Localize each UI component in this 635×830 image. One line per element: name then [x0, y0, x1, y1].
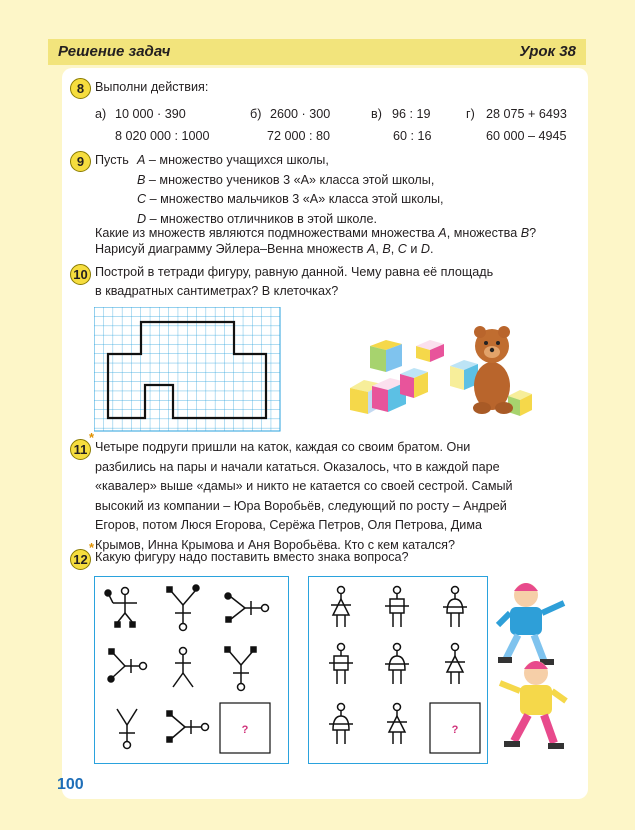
task9-set-c: C – множество мальчиков 3 «А» класса этой школы, — [137, 192, 444, 206]
lesson-number: Урок 38 — [519, 43, 576, 60]
task9-set-d: D – множество отличников в этой школе. — [137, 212, 377, 226]
section-title: Решение задач — [58, 43, 171, 60]
star-icon: * — [89, 540, 95, 555]
grid-figure — [94, 307, 284, 434]
task8-expr-d1: 28 075 + 6493 — [486, 107, 567, 121]
question-mark-left: ? — [241, 724, 249, 736]
task9-set-b: B – множество учеников 3 «А» класса этой школы, — [137, 173, 435, 187]
cube-3 — [370, 340, 402, 372]
task8-expr-a1: 10 000 · 390 — [115, 107, 186, 121]
task12-question: Какую фигуру надо поставить вместо знака вопроса? — [95, 550, 409, 564]
task8-expr-c1: 96 : 19 — [392, 107, 431, 121]
stick-figure-dress — [445, 644, 465, 685]
stick-figure — [173, 648, 193, 688]
skater-top — [498, 583, 564, 665]
header-banner — [48, 39, 586, 65]
task8-expr-b2: 72 000 : 80 — [267, 129, 331, 143]
task10-line1: Построй в тетради фигуру, равную данной. Чему равна её площадь — [95, 265, 494, 279]
blocks-and-bear-illustration — [342, 316, 548, 422]
task9-intro: Пусть — [95, 153, 129, 167]
task8-label-a: а) — [95, 107, 107, 121]
task9-question: Какие из множеств являются подмножествами множества A, множества B? — [95, 226, 537, 240]
stick-figure-dress — [387, 704, 407, 745]
task-number-12: 12 — [70, 549, 91, 570]
stick-figure-dress — [331, 587, 351, 628]
stick-figure — [225, 593, 269, 622]
task9-set-a: A – множество учащихся школы, — [137, 153, 329, 167]
stick-figure-dome — [385, 644, 409, 685]
cube-4 — [400, 368, 428, 398]
task8-expr-a2: 8 020 000 : 1000 — [115, 129, 210, 143]
stick-figure — [167, 585, 199, 631]
teddy-bear — [473, 326, 513, 414]
task8-label-b: б) — [250, 107, 262, 121]
page-number: 100 — [57, 776, 84, 793]
stick-figure-dome — [443, 587, 467, 628]
task-number-9: 9 — [70, 151, 91, 172]
task10-line2: в квадратных сантиметрах? В клеточках? — [95, 284, 339, 298]
task8-expr-b1: 2600 · 300 — [270, 107, 331, 121]
stick-figure — [108, 649, 147, 682]
cube-5 — [416, 340, 444, 362]
puzzle-box-left — [94, 576, 289, 764]
stick-figure — [105, 588, 137, 628]
question-mark-right: ? — [451, 724, 459, 736]
stick-figure-square — [385, 587, 409, 628]
task-number-10: 10 — [70, 264, 91, 285]
stick-figure — [167, 711, 209, 742]
task-number-11: 11 — [70, 439, 91, 460]
star-icon: * — [89, 430, 95, 445]
task11-text: Четыре подруги пришли на каток, каждая со своим братом. Они разбились на пары и начали кататься. Оказалось, что в каждой паре «кавалер» выше «дамы» и никто не катается со своей сестрой. Самый высокий из компании – Юра Воробьёв, следующий по росту – Андрей Егоров, потом Люся Егорова, Серёжа Петров, Оля Петрова, Дима Крымов, Инна Крымова и Аня Воробьёва. Кто с кем катался? — [95, 440, 513, 552]
task9-instruction: Нарисуй диаграмму Эйлера–Венна множеств A, B, C и D. — [95, 242, 434, 256]
skater-bottom — [500, 661, 566, 749]
task8-expr-c2: 60 : 16 — [393, 129, 432, 143]
task-number-8: 8 — [70, 78, 91, 99]
stick-figure-square — [329, 644, 353, 685]
task8-title: Выполни действия: — [95, 80, 209, 94]
task8-label-d: г) — [466, 107, 475, 121]
stick-figure — [225, 647, 256, 691]
cube-6 — [450, 360, 478, 390]
task8-expr-d2: 60 000 – 4945 — [486, 129, 567, 143]
stick-figure-dome — [329, 704, 353, 745]
stick-figure — [117, 709, 137, 749]
task8-label-c: в) — [371, 107, 382, 121]
cube-7 — [508, 390, 532, 416]
skaters-illustration — [492, 573, 572, 765]
puzzle-box-right — [308, 576, 488, 764]
